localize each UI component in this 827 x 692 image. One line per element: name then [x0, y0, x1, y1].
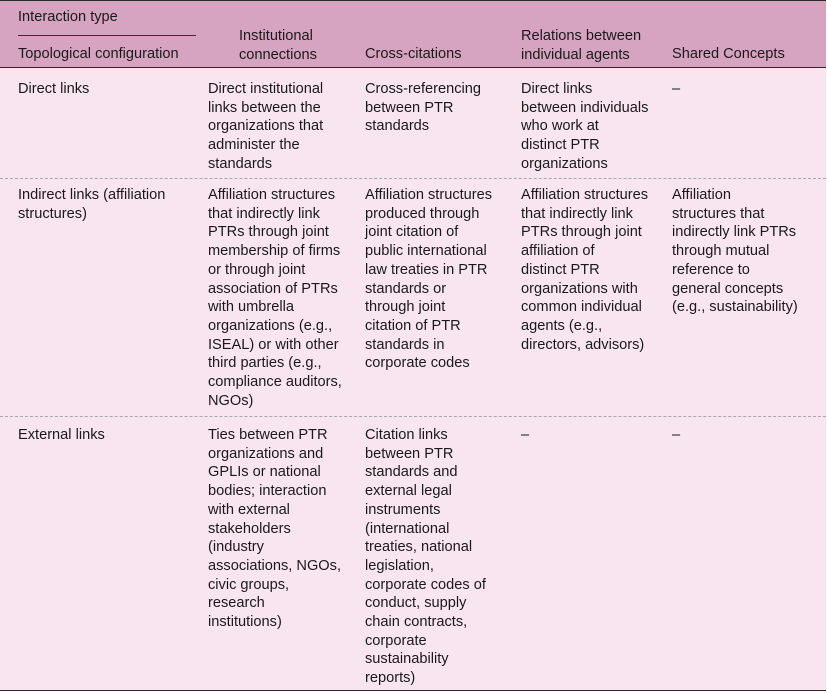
table-cell: – — [672, 427, 681, 443]
row-label: Indirect links (affiliation structures) — [18, 187, 166, 222]
header-topological-configuration: Topological configuration — [18, 46, 179, 62]
table-cell: Affiliation structures produced through joint citation of public international law treaties in PTR standards or through joint citation of PTR standards in corporate codes — [365, 187, 493, 372]
table-cell: Direct institutional links between the organizations that administer the standards — [208, 81, 324, 172]
header-divider-rule — [18, 35, 196, 36]
table-cell: Cross-referencing between PTR standards — [365, 81, 481, 135]
row-divider — [0, 178, 826, 179]
row-label: External links — [18, 427, 105, 443]
table-cell: Direct links between individuals who work at distinct PTR organizations — [521, 81, 649, 172]
table-cell: – — [672, 81, 681, 97]
header-individual-agents: Relations between individual agents — [521, 28, 642, 63]
header-cross-citations: Cross-citations — [365, 46, 462, 62]
row-divider — [0, 416, 826, 417]
header-shared-concepts: Shared Concepts — [672, 46, 785, 62]
row-label: Direct links — [18, 81, 90, 97]
table-cell: Affiliation structures that indirectly link PTRs through joint affiliation of distinct PTR organizations with common individual agents (e.g., directors, advisors) — [521, 187, 649, 353]
table-cell: Affiliation structures that indirectly link PTRs through mutual reference to general concepts (e.g., sustainability) — [672, 187, 798, 316]
table-cell: Affiliation structures that indirectly link PTRs through joint membership of firms or through joint association of PTRs with umbrella organizations (e.g., ISEAL) or with other third parties (e.g., compliance auditors, NGOs) — [208, 187, 342, 409]
table-cell: Citation links between PTR standards and external legal instruments (international treaties, national legislation, corporate codes of conduct, supply chain contracts, corporate sustainability reports) — [365, 427, 486, 687]
table-header — [0, 1, 826, 68]
header-institutional-connections: Institutional connections — [239, 28, 317, 63]
table-cell: – — [521, 427, 530, 443]
header-interaction-type: Interaction type — [18, 9, 118, 25]
table-cell: Ties between PTR organizations and GPLIs or national bodies; interaction with external stakeholders (industry associations, NGOs, civic groups, research institutions) — [208, 427, 342, 631]
